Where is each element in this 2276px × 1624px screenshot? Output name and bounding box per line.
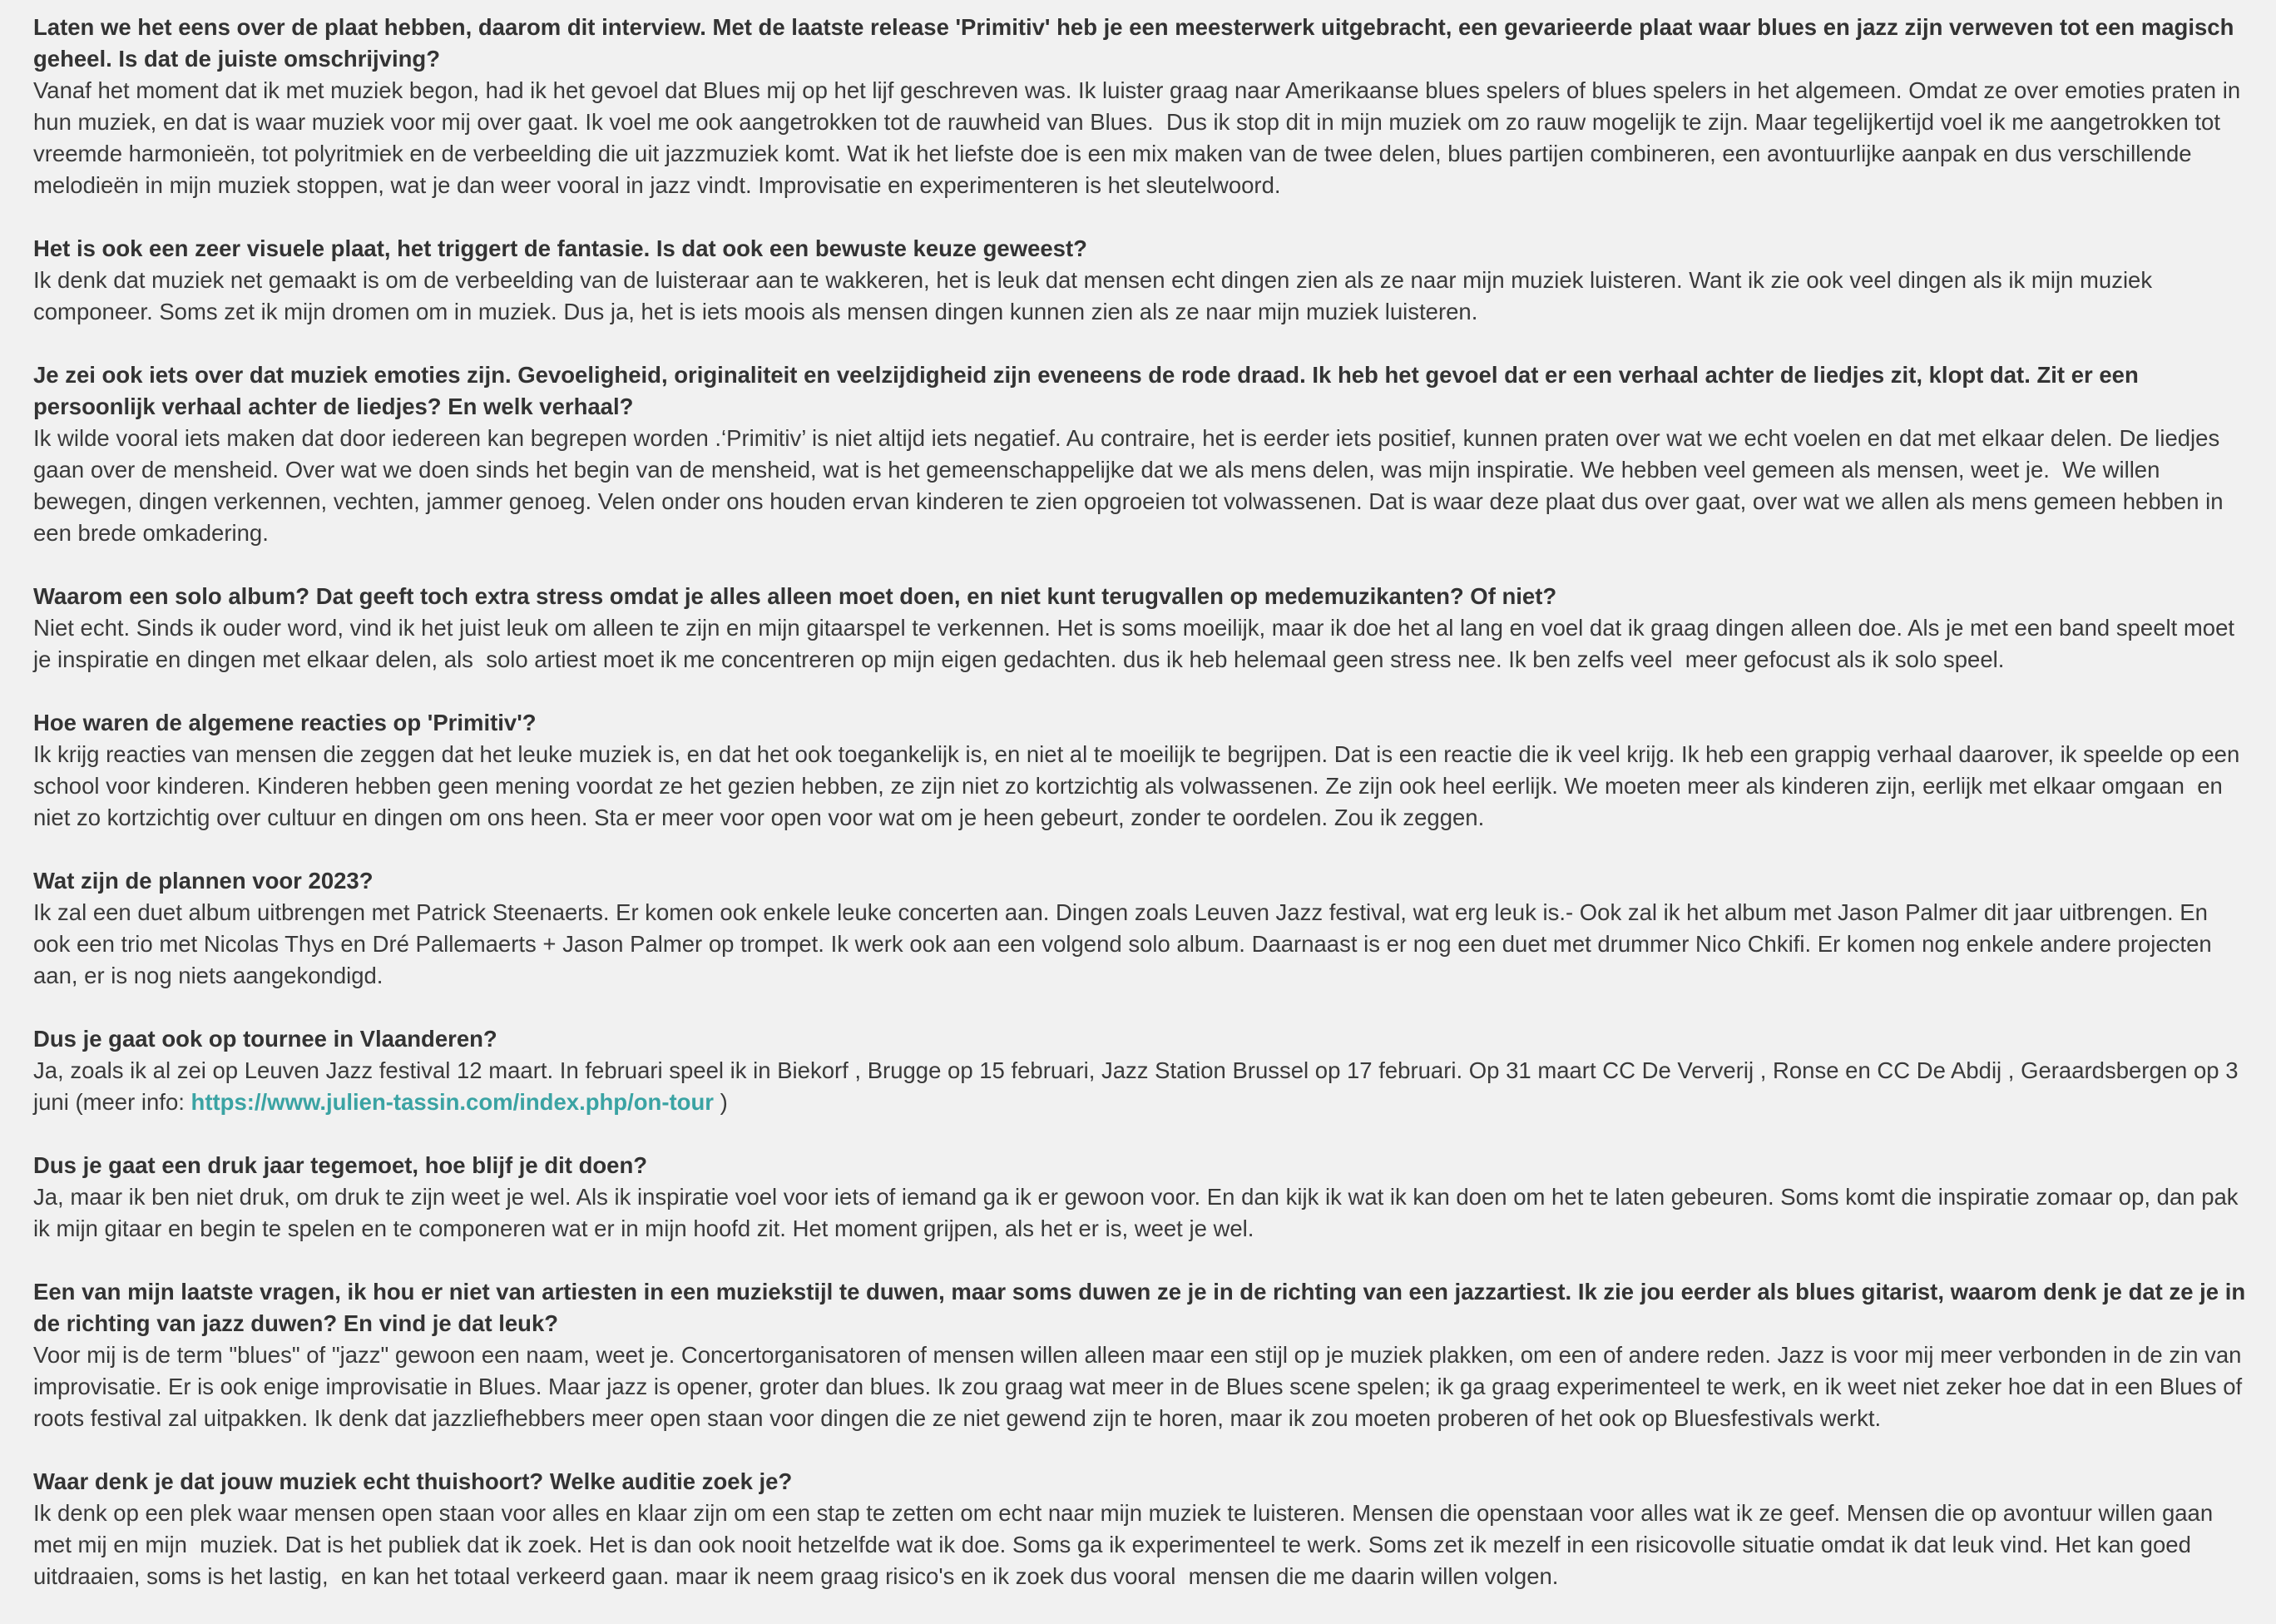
interview-article xyxy=(33,12,2249,1624)
question: Waar denk je dat jouw muziek echt thuishoort? Welke auditie zoek je? xyxy=(33,1468,793,1494)
question: Laten we het eens over de plaat hebben, daarom dit interview. Met de laatste release 'Primitiv' heb je een meesterwerk uitgebracht, een gevarieerde plaat waar blues en jazz zijn verweven tot een magisch geheel. Is dat de juiste omschrijving? xyxy=(33,14,2234,72)
answer-text-after-link: ) xyxy=(713,1089,728,1115)
qa-block xyxy=(33,1466,2246,1592)
qa-block xyxy=(33,1150,2246,1245)
qa-block xyxy=(33,865,2246,992)
question: Een van mijn laatste vragen, ik hou er niet van artiesten in een muziekstijl te duwen, maar soms duwen ze je in de richting van een jazzartiest. Ik zie jou eerder als blues gitarist, waarom denk je dat ze je in de richting van jazz duwen? En vind je dat leuk? xyxy=(33,1279,2246,1336)
answer: Niet echt. Sinds ik ouder word, vind ik het juist leuk om alleen te zijn en mijn gitaarspel te verkennen. Het is soms moeilijk, maar ik doe het al lang en voel dat ik graag dingen alleen doe. Als je met een band speelt moet je inspiratie en dingen met elkaar delen, als solo artiest moet ik me concentreren op mijn eigen gedachten. dus ik heb helemaal geen stress nee. Ik ben zelfs veel meer gefocust als ik solo speel. xyxy=(33,615,2241,672)
answer xyxy=(33,1055,2246,1118)
answer: Ik zal een duet album uitbrengen met Patrick Steenaerts. Er komen ook enkele leuke concerten aan. Dingen zoals Leuven Jazz festival, wat erg leuk is.- Ook zal ik het album met Jason Palmer dit jaar uitbrengen. En ook een trio met Nicolas Thys en Dré Pallemaerts + Jason Palmer op trompet. Ik werk ook aan een volgend solo album. Daarnaast is er nog een duet met drummer Nico Chkifi. Er komen nog enkele andere projecten aan, er is nog niets aangekondigd. xyxy=(33,899,2219,988)
question: Hoe waren de algemene reacties op 'Primitiv'? xyxy=(33,710,537,735)
answer: Vanaf het moment dat ik met muziek begon, had ik het gevoel dat Blues mij op het lijf geschreven was. Ik luister graag naar Amerikaanse blues spelers of blues spelers in het algemeen. Omdat ze over emoties praten in hun muziek, en dat is waar muziek voor mij over gaat. Ik voel me ook aangetrokken tot de rauwheid van Blues. Dus ik stop dit in mijn muziek om zo rauw mogelijk te zijn. Maar tegelijkertijd voel ik me aangetrokken tot vreemde harmonieën, tot polyritmiek en de verbeelding die uit jazzmuziek komt. Wat ik het liefste doe is een mix maken van de twee delen, blues partijen combineren, een avontuurlijke aanpak en dus verschillende melodieën in mijn muziek stoppen, wat je dan weer vooral in jazz vindt. Improvisatie en experimenteren is het sleutelwoord. xyxy=(33,77,2247,198)
question: Wat zijn de plannen voor 2023? xyxy=(33,868,374,894)
qa-block xyxy=(33,12,2246,201)
answer: Ik denk dat muziek net gemaakt is om de verbeelding van de luisteraar aan te wakkeren, het is leuk dat mensen echt dingen zien als ze naar mijn muziek luisteren. Want ik zie ook veel dingen als ik mijn muziek componeer. Soms zet ik mijn dromen om in muziek. Dus ja, het is iets moois als mensen dingen kunnen zien als ze naar mijn muziek luisteren. xyxy=(33,267,2159,324)
answer: Ik wilde vooral iets maken dat door iedereen kan begrepen worden .‘Primitiv’ is niet altijd iets negatief. Au contraire, het is eerder iets positief, kunnen praten over wat we echt voelen en dat met elkaar delen. De liedjes gaan over de mensheid. Over wat we doen sinds het begin van de mensheid, wat is het gemeenschappelijke dat we als mens delen, was mijn inspiratie. We hebben veel gemeen als mensen, weet je. We willen bewegen, dingen verkennen, vechten, jammer genoeg. Velen onder ons houden ervan kinderen te zien opgroeien tot volwassenen. Dat is waar deze plaat dus over gaat, over wat we allen als mens gemeen hebben in een brede omkadering. xyxy=(33,425,2230,546)
answer: Ja, maar ik ben niet druk, om druk te zijn weet je wel. Als ik inspiratie voel voor iets of iemand ga ik er gewoon voor. En dan kijk ik wat ik kan doen om het te laten gebeuren. Soms komt die inspiratie zomaar op, dan pak ik mijn gitaar en begin te spelen en te componeren wat er in mijn hoofd zit. Het moment grijpen, als het er is, weet je wel. xyxy=(33,1184,2245,1241)
question: Het is ook een zeer visuele plaat, het triggert de fantasie. Is dat ook een bewuste keuze geweest? xyxy=(33,235,1087,261)
question: Je zei ook iets over dat muziek emoties zijn. Gevoeligheid, originaliteit en veelzijdigheid zijn eveneens de rode draad. Ik heb het gevoel dat er een verhaal achter de liedjes zit, klopt dat. Zit er een persoonlijk verhaal achter de liedjes? En welk verhaal? xyxy=(33,362,2139,419)
qa-block xyxy=(33,707,2246,834)
qa-block xyxy=(33,233,2246,328)
question: Waarom een solo album? Dat geeft toch extra stress omdat je alles alleen moet doen, en niet kunt terugvallen op medemuzikanten? Of niet? xyxy=(33,583,1557,609)
tour-link[interactable]: https://www.julien-tassin.com/index.php/on-tour xyxy=(190,1089,714,1115)
question: Dus je gaat een druk jaar tegemoet, hoe blijf je dit doen? xyxy=(33,1152,648,1178)
qa-block xyxy=(33,1276,2249,1434)
qa-block xyxy=(33,581,2246,676)
qa-block xyxy=(33,359,2246,549)
answer: Voor mij is de term "blues" of "jazz" gewoon een naam, weet je. Concertorganisatoren of mensen willen alleen maar een stijl op je muziek plakken, om een of andere reden. Jazz is voor mij meer verbonden in de zin van improvisatie. Er is ook enige improvisatie in Blues. Maar jazz is opener, groter dan blues. Ik zou graag wat meer in de Blues scene spelen; ik ga graag experimenteel te werk, en ik weet niet zeker hoe dat in een Blues of roots festival zal uitpakken. Ik denk dat jazzliefhebbers meer open staan voor dingen die ze niet gewend zijn te horen, maar ik zou moeten proberen of het ook op Bluesfestivals werkt. xyxy=(33,1342,2249,1431)
answer: Ik krijg reacties van mensen die zeggen dat het leuke muziek is, en dat het ook toegankelijk is, en niet al te moeilijk te begrijpen. Dat is een reactie die ik veel krijg. Ik heb een grappig verhaal daarover, ik speelde op een school voor kinderen. Kinderen hebben geen mening voordat ze het gezien hebben, ze zijn niet zo kortzichtig als volwassenen. Ze zijn ook heel eerlijk. We moeten meer als kinderen zijn, eerlijk met elkaar omgaan en niet zo kortzichtig over cultuur en dingen om ons heen. Sta er meer voor open voor wat om je heen gebeurt, zonder te oordelen. Zou ik zeggen. xyxy=(33,741,2246,830)
qa-block xyxy=(33,1023,2246,1118)
answer: Ik denk op een plek waar mensen open staan voor alles en klaar zijn om een stap te zetten om echt naar mijn muziek te luisteren. Mensen die openstaan voor alles wat ik ze geef. Mensen die op avontuur willen gaan met mij en mijn muziek. Dat is het publiek dat ik zoek. Het is dan ook nooit hetzelfde wat ik doe. Soms ga ik experimenteel te werk. Soms zet ik mezelf in een risicovolle situatie omdat ik dat leuk vind. Het kan goed uitdraaien, soms is het lastig, en kan het totaal verkeerd gaan. maar ik neem graag risico's en ik zoek dus vooral mensen die me daarin willen volgen. xyxy=(33,1500,2219,1589)
question: Dus je gaat ook op tournee in Vlaanderen? xyxy=(33,1026,497,1052)
answer-text: Ja, zoals ik al zei op Leuven Jazz festival 12 maart. In februari speel ik in Biekorf , Brugge op 15 februari, Jazz Station Brussel op 17 februari. Op 31 maart CC De Ververij , Ronse en CC De Abdij , Geraardsbergen op 3 juni (meer info: xyxy=(33,1057,2245,1115)
